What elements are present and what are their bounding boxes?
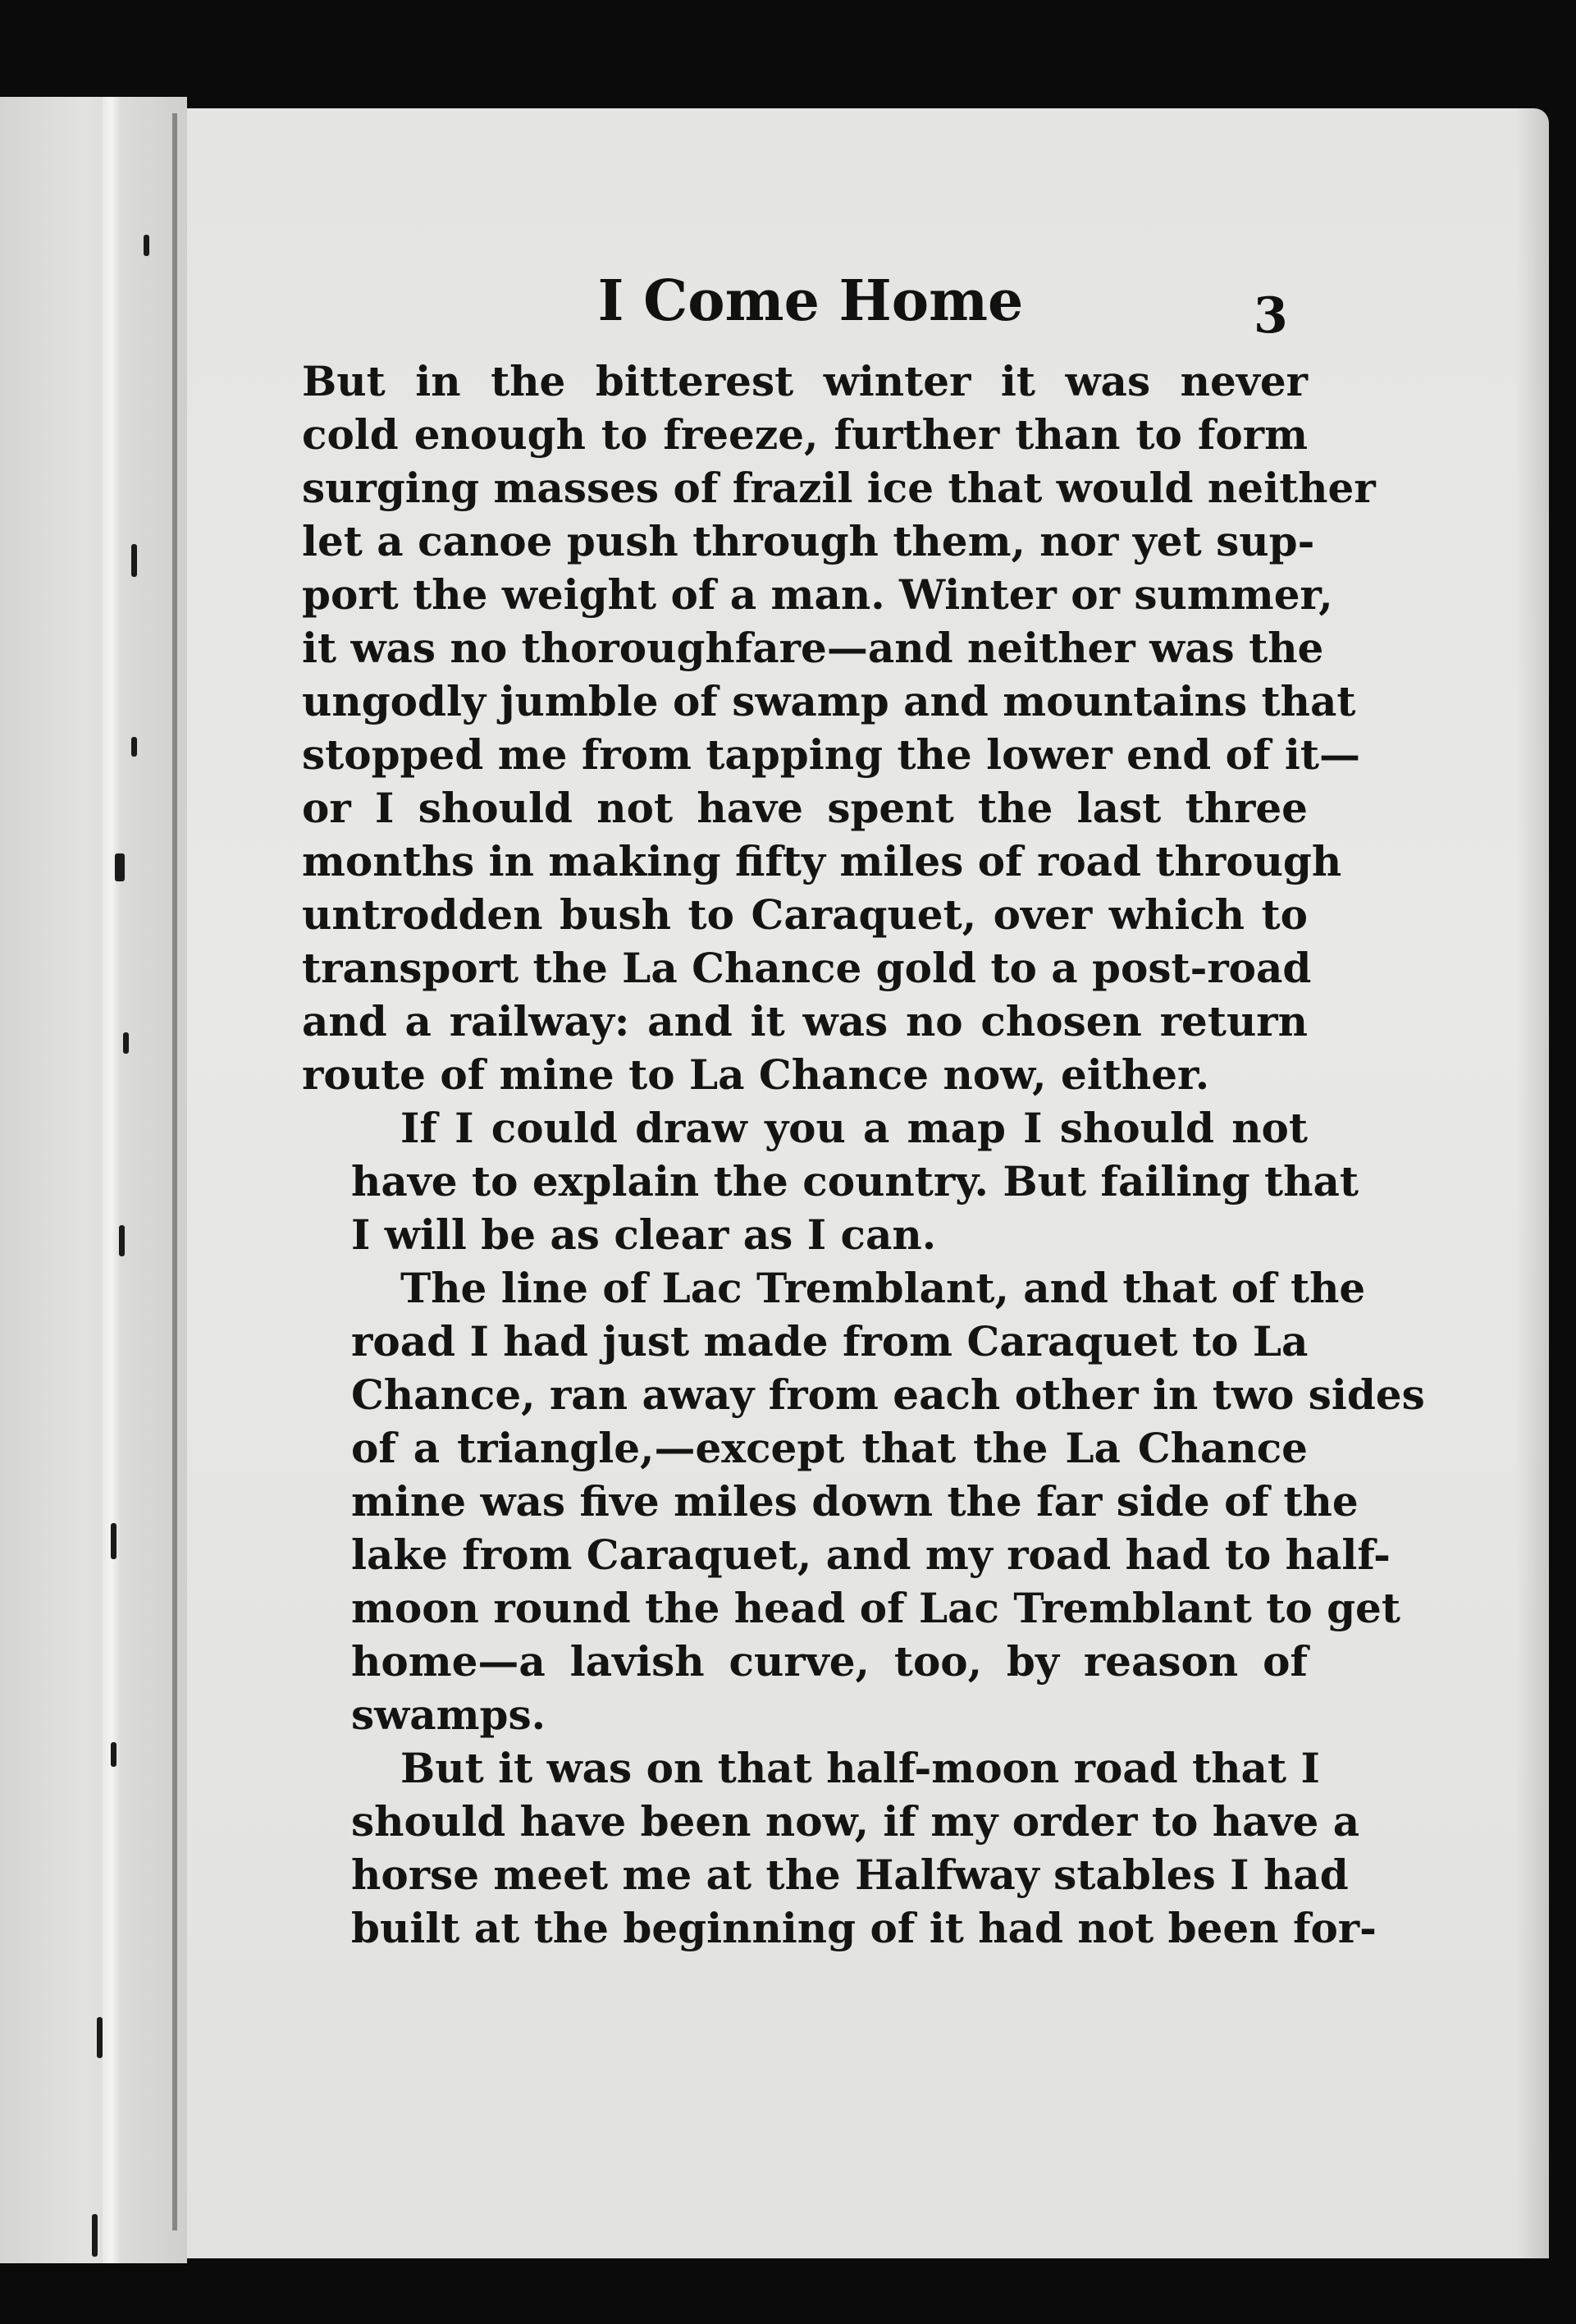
text-line: stopped me from tapping the lower end of it— <box>302 730 1360 779</box>
margin-mark <box>131 737 137 757</box>
paragraph <box>302 1261 1425 1741</box>
text-line: I will be as clear as I can. <box>351 1210 937 1259</box>
text-line: and a railway: and it was no chosen return <box>302 997 1308 1045</box>
margin-mark <box>111 1742 116 1767</box>
gutter-shadow <box>172 113 177 2230</box>
text-line: surging masses of frazil ice that would neither <box>302 464 1376 512</box>
text-line: months in making fifty miles of road through <box>302 837 1342 885</box>
margin-mark <box>111 1523 116 1559</box>
margin-mark <box>119 1225 125 1256</box>
margin-mark <box>92 2214 98 2257</box>
text-line: of a triangle,—except that the La Chance <box>351 1424 1308 1472</box>
text-line: built at the beginning of it had not been for- <box>351 1904 1377 1952</box>
text-line: home—a lavish curve, too, by reason of <box>351 1637 1308 1686</box>
text-line: But it was on that half-moon road that I <box>400 1744 1320 1792</box>
text-line: it was no thoroughfare—and neither was the <box>302 624 1324 672</box>
text-line: cold enough to freeze, further than to form <box>302 410 1308 459</box>
margin-mark <box>97 2017 103 2058</box>
facing-page-edge <box>0 97 187 2263</box>
margin-mark <box>123 1032 129 1054</box>
paragraph <box>302 1101 1359 1261</box>
page-number: 3 <box>1254 287 1288 345</box>
text-line: Chance, ran away from each other in two sides <box>351 1370 1425 1419</box>
text-line: untrodden bush to Caraquet, over which to <box>302 890 1308 939</box>
text-line: or I should not have spent the last three <box>302 784 1308 832</box>
text-line: transport the La Chance gold to a post-road <box>302 944 1312 992</box>
paragraph <box>302 1741 1377 1955</box>
page-gutter <box>103 97 121 2263</box>
page-header <box>187 264 1549 355</box>
margin-mark <box>131 544 137 577</box>
text-line: swamps. <box>351 1690 546 1739</box>
book-page <box>187 108 1549 2258</box>
margin-mark <box>115 853 125 881</box>
text-line: road I had just made from Caraquet to La <box>351 1317 1309 1366</box>
margin-mark <box>144 235 149 256</box>
paragraph <box>302 355 1376 1101</box>
text-line: have to explain the country. But failing that <box>351 1157 1359 1205</box>
page-edge-shadow <box>1516 108 1549 2258</box>
body-text <box>302 355 1425 1955</box>
text-line: horse meet me at the Halfway stables I had <box>351 1851 1349 1899</box>
running-head: I Come Home <box>597 268 1024 334</box>
text-line: let a canoe push through them, nor yet sup- <box>302 517 1315 565</box>
text-line: mine was five miles down the far side of the <box>351 1477 1359 1526</box>
text-line: port the weight of a man. Winter or summer, <box>302 570 1333 619</box>
text-line: But in the bitterest winter it was never <box>302 357 1308 405</box>
text-line: If I could draw you a map I should not <box>400 1104 1308 1152</box>
text-line: The line of Lac Tremblant, and that of the <box>400 1264 1366 1312</box>
text-line: ungodly jumble of swamp and mountains that <box>302 677 1356 725</box>
text-line: route of mine to La Chance now, either. <box>302 1050 1210 1099</box>
text-line: lake from Caraquet, and my road had to half- <box>351 1530 1391 1579</box>
text-line: moon round the head of Lac Tremblant to get <box>351 1584 1400 1632</box>
text-line: should have been now, if my order to have a <box>351 1797 1360 1846</box>
